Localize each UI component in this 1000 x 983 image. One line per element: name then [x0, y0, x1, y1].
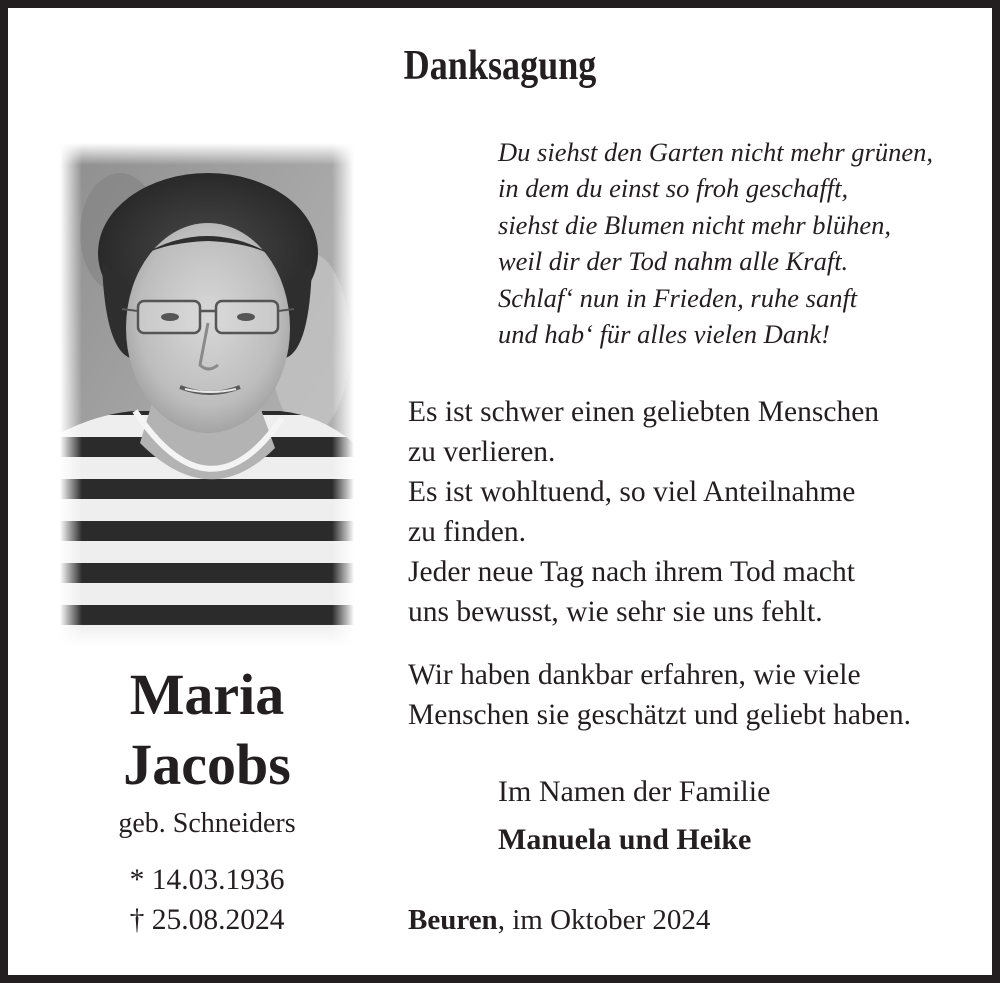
place-date	[408, 900, 710, 940]
poem-line: siehst die Blumen nicht mehr blühen,	[498, 209, 892, 240]
poem	[498, 134, 933, 352]
death-date: † 25.08.2024	[129, 904, 285, 936]
poem-line: und hab‘ für alles vielen Dank!	[498, 319, 830, 350]
text-line: zu finden.	[408, 516, 526, 548]
deceased-first-name: Maria	[129, 662, 285, 727]
text-line: uns bewusst, wie sehr sie uns fehlt.	[408, 596, 823, 628]
poem-line: Schlaf‘ nun in Frieden, ruhe sanft	[498, 282, 858, 313]
signature-names: Manuela und Heike	[498, 823, 752, 856]
maiden-name: geb. Schneiders	[118, 808, 296, 839]
text-line: Es ist schwer einen geliebten Menschen	[408, 396, 880, 428]
deceased-name	[60, 660, 354, 800]
birth-date: * 14.03.1936	[129, 864, 285, 896]
signature-block	[498, 768, 770, 864]
poem-line: Du siehst den Garten nicht mehr grünen,	[498, 137, 933, 167]
thanks-paragraph-1	[408, 392, 879, 632]
life-dates	[60, 860, 354, 940]
thanks-paragraph-2	[408, 655, 911, 735]
deceased-last-name: Jacobs	[123, 732, 291, 797]
text-line: Wir haben dankbar erfahren, wie viele	[408, 659, 861, 691]
text-line: Es ist wohltuend, so viel Anteilnahme	[408, 476, 856, 508]
poem-line: in dem du einst so froh geschafft,	[498, 173, 849, 204]
text-line: Jeder neue Tag nach ihrem Tod macht	[408, 556, 855, 588]
signature-intro: Im Namen der Familie	[498, 775, 771, 808]
notice-title: Danksagung	[403, 43, 597, 89]
place-name: Beuren	[408, 904, 498, 936]
text-line: Menschen sie geschätzt und geliebt haben.	[408, 699, 911, 731]
text-line: zu verlieren.	[408, 436, 556, 468]
poem-line: weil dir der Tod nahm alle Kraft.	[498, 246, 849, 277]
portrait-photo	[60, 143, 354, 646]
date-text: , im Oktober 2024	[497, 904, 711, 936]
